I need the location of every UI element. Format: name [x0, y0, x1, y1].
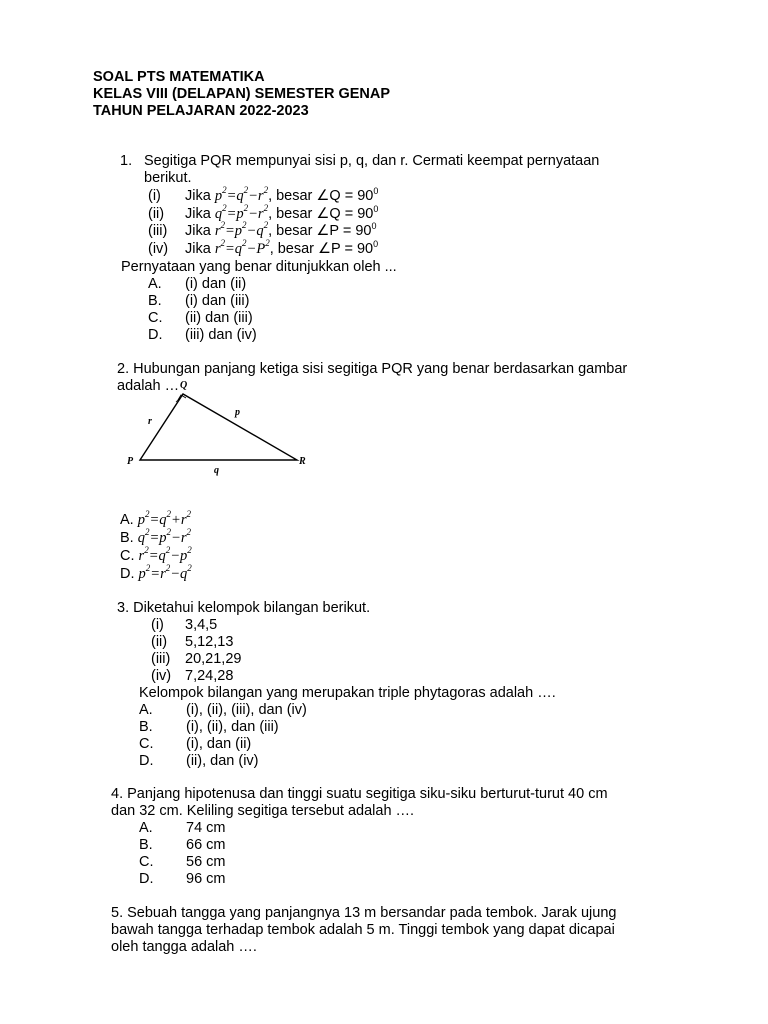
- q1-text-line2: berikut.: [144, 170, 192, 186]
- q3-option-b: B. (i), (ii), dan (iii): [139, 719, 279, 735]
- statement-label: (iv): [148, 241, 169, 257]
- statement-suffix: , besar ∠Q = 90: [268, 188, 374, 204]
- q4-option-d: D. 96 cm: [139, 871, 226, 887]
- statement-prefix: Jika: [185, 241, 211, 257]
- q4-text-line2: dan 32 cm. Keliling segitiga tersebut adalah ….: [111, 803, 415, 819]
- q2-text-line2: adalah …: [117, 378, 180, 394]
- q3-group: (iv) 7,24,28: [151, 668, 234, 684]
- q3-option-a: A. (i), (ii), (iii), dan (iv): [139, 702, 307, 718]
- q1-option-c: C. (ii) dan (iii): [148, 310, 253, 326]
- q2-option-d: D. $p^2=r^2-q^2$: [120, 563, 192, 582]
- header-title: SOAL PTS MATEMATIKA: [93, 69, 265, 85]
- side-r-label: r: [148, 416, 152, 427]
- q1-statement: (iv) Jika $r^2=q^2-P^2$, besar ∠P = $90^0$: [148, 238, 379, 257]
- triangle-pqr: [140, 394, 297, 460]
- vertex-r-label: R: [299, 456, 306, 467]
- q3-option-c: C. (i), dan (ii): [139, 736, 252, 752]
- q5-text-line1: 5. Sebuah tangga yang panjangnya 13 m bersandar pada tembok. Jarak ujung: [111, 905, 617, 921]
- header-year: TAHUN PELAJARAN 2022-2023: [93, 103, 309, 119]
- q3-group: (iii) 20,21,29: [151, 651, 242, 667]
- statement-equation: $p^2=q^2-r^2$: [214, 185, 269, 204]
- q4-option-c: C. 56 cm: [139, 854, 226, 870]
- vertex-p-label: P: [127, 456, 134, 467]
- statement-suffix: , besar ∠Q = 90: [268, 206, 374, 222]
- q3-group: (i) 3,4,5: [151, 617, 218, 633]
- q2-text-line1: 2. Hubungan panjang ketiga sisi segitiga PQR yang benar berdasarkan gambar: [117, 361, 628, 377]
- statement-label: (iii): [148, 223, 168, 239]
- q1-number: 1.: [120, 153, 133, 169]
- statement-label: (ii): [148, 206, 165, 222]
- q4-option-b: B. 66 cm: [139, 837, 226, 853]
- q5-text-line3: oleh tangga adalah ….: [111, 939, 257, 955]
- q1-option-b: B. (i) dan (iii): [148, 293, 250, 309]
- exam-header: [93, 69, 390, 120]
- q1-statement: (iii) Jika $r^2=p^2-q^2$, besar ∠P = $90^0$: [148, 220, 377, 239]
- q2-option-c: C. $r^2=q^2-p^2$: [120, 545, 192, 564]
- statement-suffix: , besar ∠P = 90: [269, 241, 374, 257]
- q4-text-line1: 4. Panjang hipotenusa dan tinggi suatu segitiga siku-siku berturut-turut 40 cm: [111, 786, 608, 802]
- q3-option-d: D. (ii), dan (iv): [139, 753, 259, 769]
- statement-equation: $r^2=q^2-P^2$: [214, 238, 270, 257]
- statement-suffix: , besar ∠P = 90: [268, 223, 372, 239]
- q1-prompt: Pernyataan yang benar ditunjukkan oleh ...: [121, 259, 397, 275]
- q2-option-b: B. $q^2=p^2-r^2$: [120, 527, 191, 546]
- statement-prefix: Jika: [185, 188, 211, 204]
- q3-text: 3. Diketahui kelompok bilangan berikut.: [117, 600, 371, 616]
- q1-option-d: D. (iii) dan (iv): [148, 327, 257, 343]
- q1-statement: (ii) Jika $q^2=p^2-r^2$, besar ∠Q = $90^0$: [148, 203, 379, 222]
- statement-equation: $q^2=p^2-r^2$: [214, 203, 269, 222]
- q2-option-a: A. $p^2=q^2+r^2$: [120, 509, 191, 528]
- statement-prefix: Jika: [185, 223, 211, 239]
- statement-equation: $r^2=p^2-q^2$: [214, 220, 269, 239]
- q1-statement: (i) Jika $p^2=q^2-r^2$, besar ∠Q = $90^0$: [148, 185, 379, 204]
- q3-group: (ii) 5,12,13: [151, 634, 234, 650]
- q4-option-a: A. 74 cm: [139, 820, 226, 836]
- statement-prefix: Jika: [185, 206, 211, 222]
- q5-text-line2: bawah tangga terhadap tembok adalah 5 m. Tinggi tembok yang dapat dicapai: [111, 922, 615, 938]
- q1-option-a: A. (i) dan (ii): [148, 276, 247, 292]
- side-q-label: q: [214, 465, 219, 476]
- header-class: KELAS VIII (DELAPAN) SEMESTER GENAP: [93, 86, 391, 102]
- side-p-label: p: [235, 407, 240, 418]
- statement-label: (i): [148, 188, 161, 204]
- vertex-q-label: Q: [180, 380, 188, 391]
- q3-prompt: Kelompok bilangan yang merupakan triple phytagoras adalah ….: [139, 685, 556, 701]
- q1-text-line1: Segitiga PQR mempunyai sisi p, q, dan r. Cermati keempat pernyataan: [144, 153, 600, 169]
- triangle-pqr-figure: [120, 378, 320, 478]
